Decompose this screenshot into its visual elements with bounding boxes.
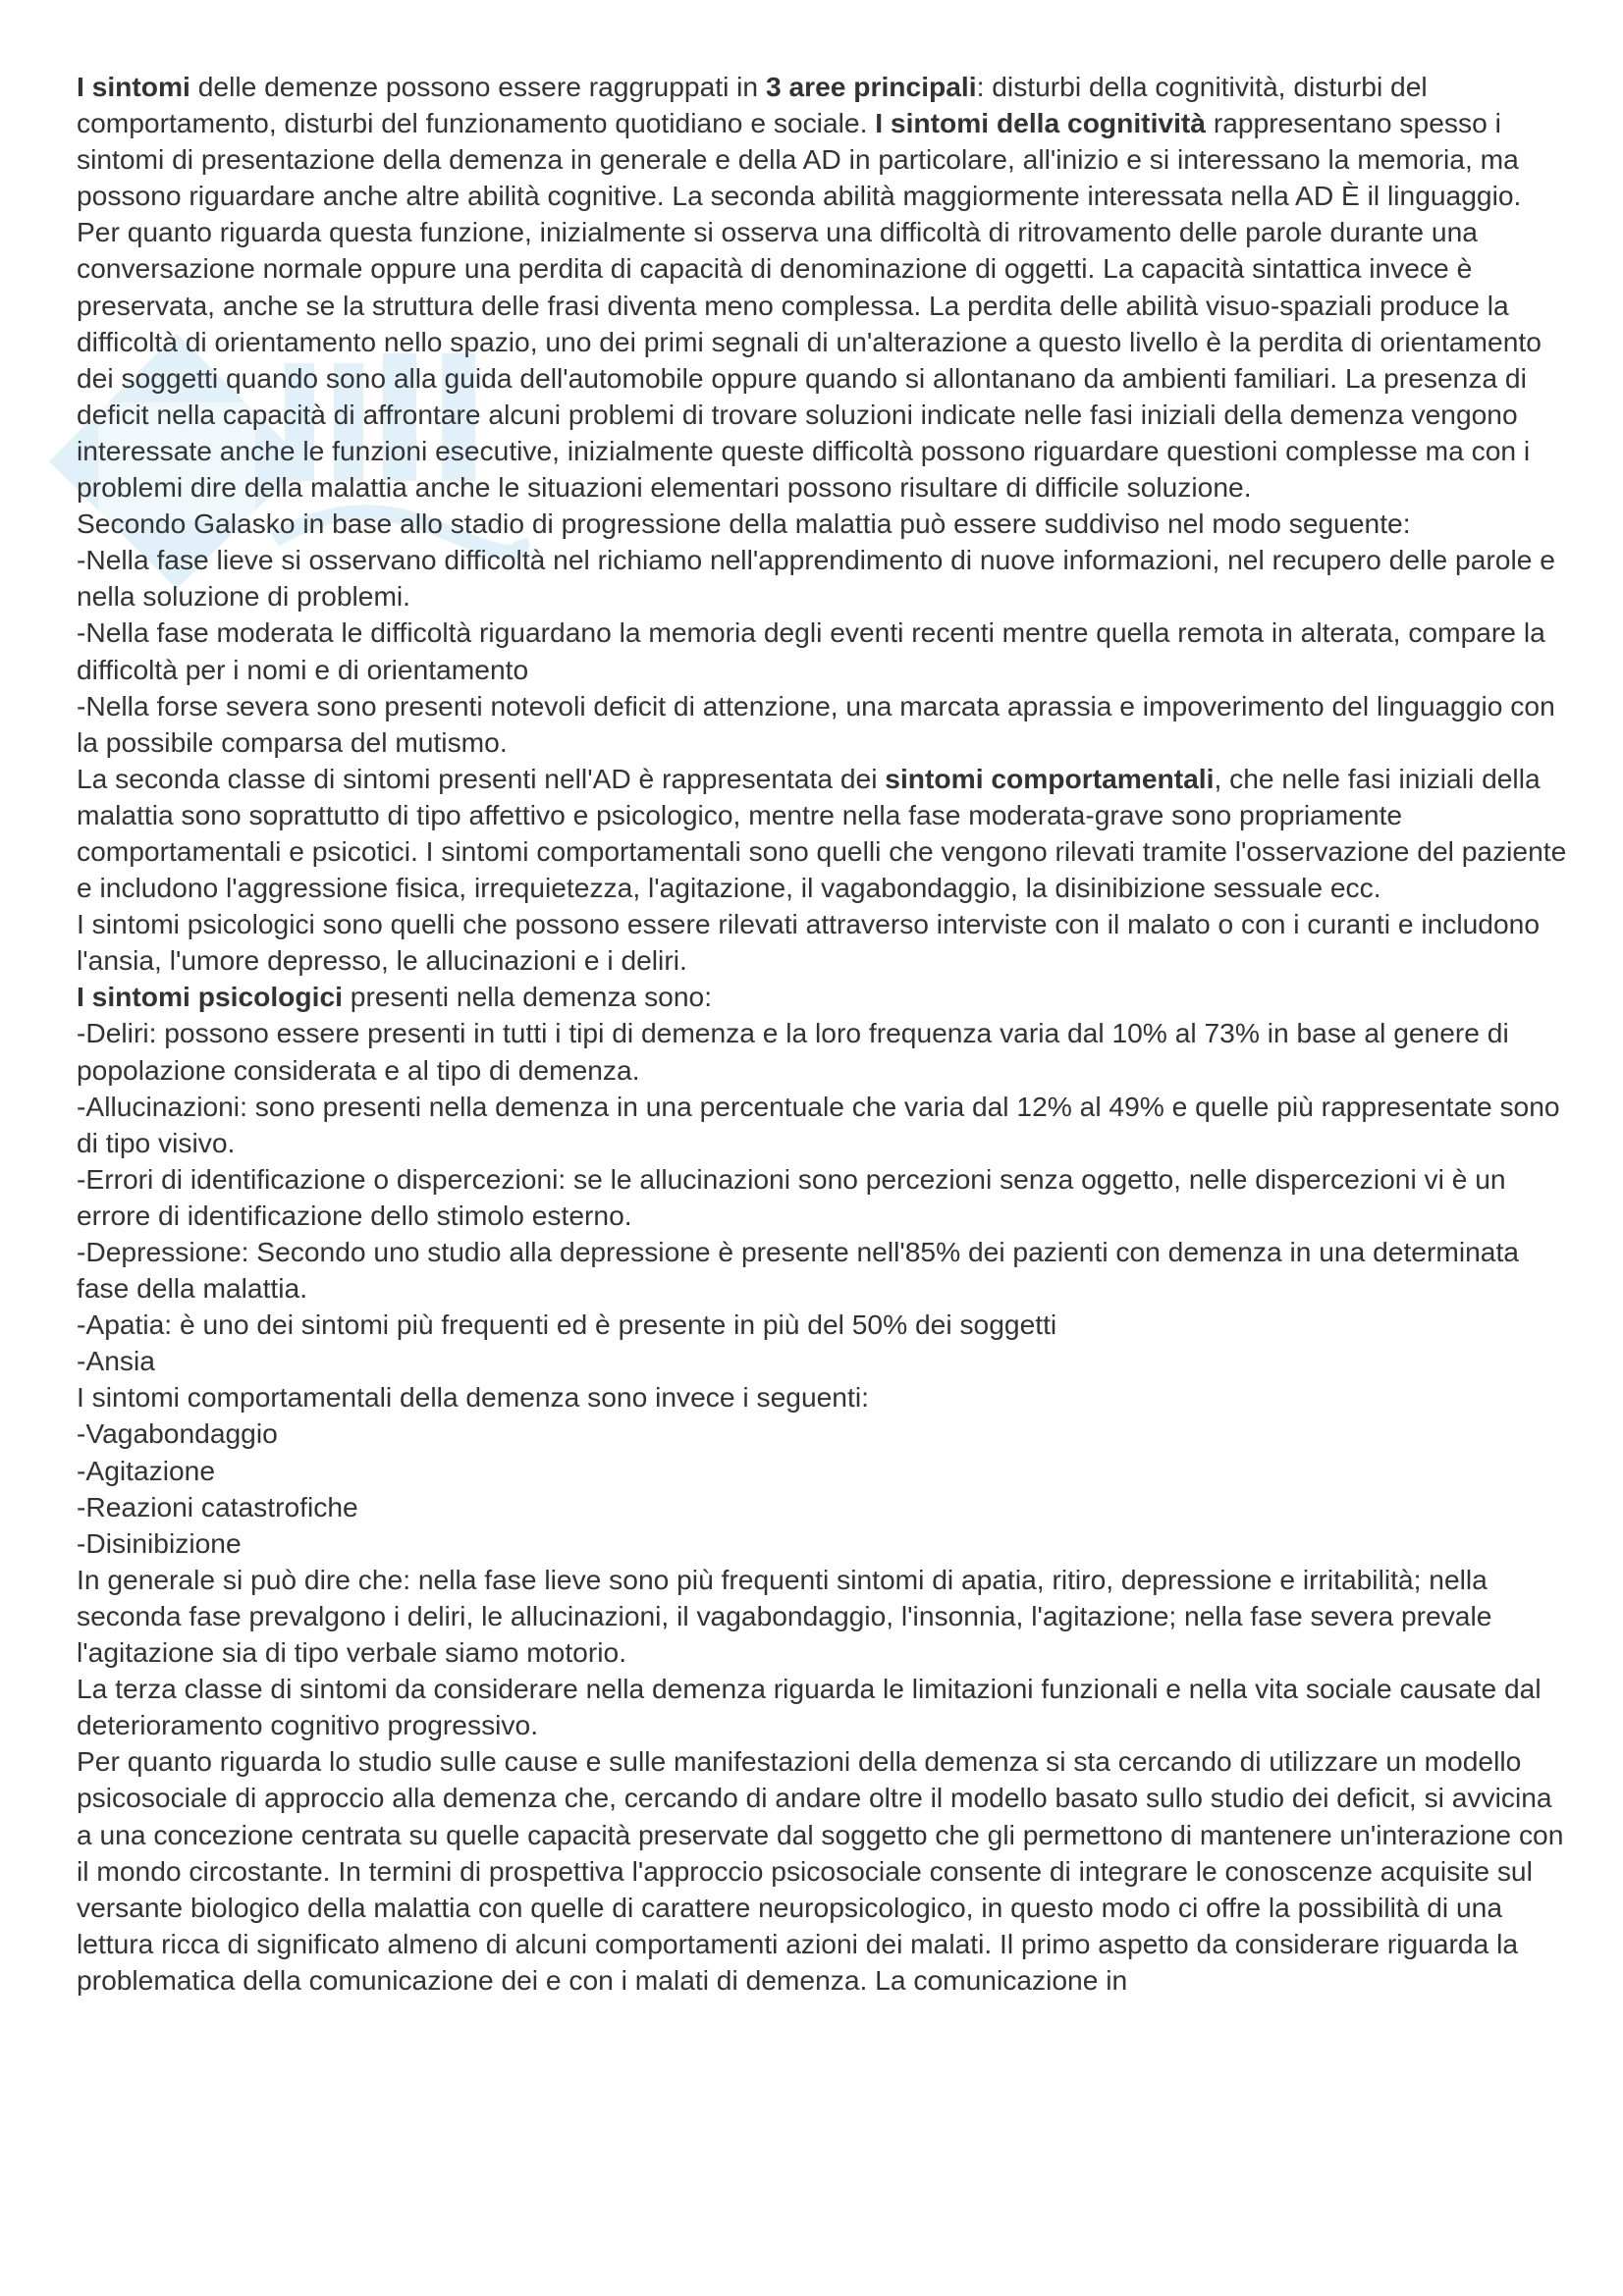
bold-term: I sintomi della cognitività — [875, 107, 1206, 139]
bold-term: I sintomi psicologici — [77, 981, 343, 1013]
list-item: -Ansia — [77, 1345, 155, 1377]
list-item: -Depressione: Secondo uno studio alla depressione è presente nell'85% dei pazienti con demenza in una determinata fase della malattia. — [77, 1236, 1519, 1305]
list-item-stage-mild: -Nella fase lieve si osservano difficoltà nel richiamo nell'apprendimento di nuove informazioni, nel recupero delle parole e nella soluzione di problemi. — [77, 544, 1555, 613]
list-item: -Deliri: possono essere presenti in tutti i tipi di demenza e la loro frequenza varia dal 10% al 73% in base al genere di popolazione considerata e al tipo di demenza. — [77, 1017, 1509, 1086]
paragraph-psych-heading: I sintomi psicologici presenti nella demenza sono: — [77, 981, 713, 1013]
list-item: -Allucinazioni: sono presenti nella demenza in una percentuale che varia dal 12% al 49% e quelle più rappresentate sono di tipo visivo. — [77, 1090, 1560, 1158]
list-item-stage-severe: -Nella forse severa sono presenti notevoli deficit di attenzione, una marcata aprassia e impoverimento del linguaggio con la possibile comparsa del mutismo. — [77, 689, 1555, 758]
paragraph-phases: In generale si può dire che: nella fase lieve sono più frequenti sintomi di apatia, ritiro, depressione e irritabilità; nella seconda fase prevalgono i deliri, le allucinazioni, il vagabondaggio, l'insonnia, l'agitazione; nella fase severa prevale l'agitazione sia di tipo verbale siamo motorio. — [77, 1563, 1492, 1669]
bold-term: 3 aree principali — [765, 71, 977, 102]
list-item: -Agitazione — [77, 1454, 216, 1486]
list-item: -Errori di identificazione o dispercezioni: se le allucinazioni sono percezioni senza oggetto, nelle dispercezioni vi è un errore di identificazione dello stimolo esterno. — [77, 1162, 1506, 1231]
list-item: -Disinibizione — [77, 1526, 242, 1559]
paragraph-galasko: Secondo Galasko in base allo stadio di progressione della malattia può essere suddiviso nel modo seguente: — [77, 507, 1411, 540]
list-item: -Vagabondaggio — [77, 1417, 278, 1450]
paragraph-intro: I sintomi delle demenze possono essere raggruppati in 3 aree principali: disturbi della cognitività, disturbi del comportamento, disturbi del funzionamento quotidiano e sociale. I sintomi della cognitività rappresentano spesso i sintomi di presentazione della demenza in generale e della AD in particolare, all'inizio e si interessano la memoria, ma possono riguardare anche altre abilità cognitive. La seconda abilità maggiormente interessata nella AD È il linguaggio. Per quanto riguarda questa funzione, inizialmente si osserva una difficoltà di ritrovamento delle parole durante una conversazione normale oppure una perdita di capacità di denominazione di oggetti. La capacità sintattica invece è preservata, anche se la struttura delle frasi diventa meno complessa. La perdita delle abilità visuo-spaziali produce la difficoltà di orientamento nello spazio, uno dei primi segnali di un'alterazione a questo livello è la perdita di orientamento dei soggetti quando sono alla guida dell'automobile oppure quando si allontanano da ambienti familiari. La presenza di deficit nella capacità di affrontare alcuni problemi di trovare soluzioni indicate nelle fasi iniziali della demenza vengono interessate anche le funzioni esecutive, inizialmente queste difficoltà possono riguardare questioni complesse ma con i problemi dire della malattia anche le situazioni elementari possono risultare di difficile soluzione. — [77, 71, 1542, 504]
paragraph-psychosocial: Per quanto riguarda lo studio sulle cause e sulle manifestazioni della demenza si sta cercando di utilizzare un modello psicosociale di approccio alla demenza che, cercando di andare oltre il modello basato sullo studio dei deficit, si avvicina a una concezione centrata su quelle capacità preservate dal soggetto che gli permettono di mantenere un'interazione con il mondo circostante. In termini di prospettiva l'approccio psicosociale consente di integrare le conoscenze acquisite sul versante biologico della malattia con quelle di carattere neuropsicologico, in questo modo ci offre la possibilità di una lettura ricca di significato almeno di alcuni comportamenti azioni dei malati. Il primo aspetto da considerare riguarda la problematica della comunicazione dei e con i malati di demenza. La comunicazione in — [77, 1745, 1564, 1996]
paragraph-behavioral: La seconda classe di sintomi presenti nell'AD è rappresentata dei sintomi comportamentali, che nelle fasi iniziali della malattia sono soprattutto di tipo affettivo e psicologico, mentre nella fase moderata-grave sono propriamente comportamentali e psicotici. I sintomi comportamentali sono quelli che vengono rilevati tramite l'osservazione del paziente e includono l'aggressione fisica, irrequietezza, l'agitazione, il vagabondaggio, la disinibizione sessuale ecc. — [77, 762, 1567, 904]
paragraph-psychological: I sintomi psicologici sono quelli che possono essere rilevati attraverso interviste con il malato o con i curanti e includono l'ansia, l'umore depresso, le allucinazioni e i deliri. — [77, 908, 1541, 977]
document-body — [77, 69, 1567, 1999]
list-item: -Apatia: è uno dei sintomi più frequenti ed è presente in più del 50% dei soggetti — [77, 1308, 1057, 1341]
list-item: -Reazioni catastrofiche — [77, 1490, 358, 1522]
list-item-stage-moderate: -Nella fase moderata le difficoltà riguardano la memoria degli eventi recenti mentre quella remota in alterata, compare la difficoltà per i nomi e di orientamento — [77, 616, 1545, 685]
paragraph-third-class: La terza classe di sintomi da considerare nella demenza riguarda le limitazioni funzionali e nella vita sociale causate dal deterioramento cognitivo progressivo. — [77, 1673, 1542, 1741]
bold-term: sintomi comportamentali — [885, 762, 1215, 794]
bold-term: I sintomi — [77, 71, 190, 102]
paragraph-behav-heading: I sintomi comportamentali della demenza sono invece i seguenti: — [77, 1381, 869, 1414]
